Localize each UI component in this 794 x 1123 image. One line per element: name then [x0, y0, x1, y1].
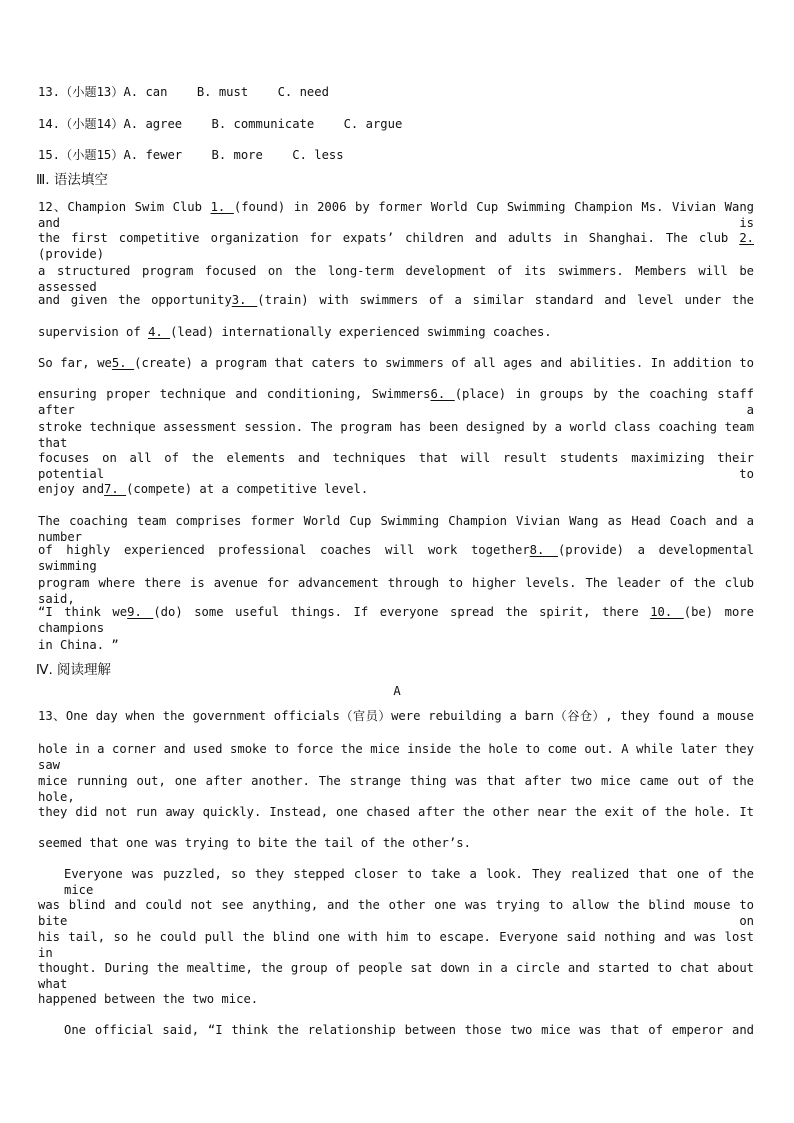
reading-line: seemed that one was trying to bite the tail of the other’s. — [38, 836, 471, 850]
blank-7: 7. — [104, 482, 127, 496]
reading-line: hole in a corner and used smoke to force the mice inside the hole to come out. A while later they saw — [38, 742, 754, 772]
blank-6: 6. — [430, 387, 455, 401]
grammar-line: a structured program focused on the long-term development of its swimmers. Members will be assessed — [38, 264, 754, 294]
option-a: A. can — [123, 85, 168, 99]
blank-1: 1. — [210, 200, 234, 214]
option-a: A. agree — [123, 117, 183, 131]
option-b: B. more — [211, 148, 263, 162]
reading-line: 13、One day when the government officials（官员）were rebuilding a barn（谷仓）, they found a mouse — [38, 709, 754, 723]
option-b: B. must — [196, 85, 249, 99]
reading-line: happened between the two mice. — [38, 992, 259, 1006]
grammar-line: in China. ” — [38, 638, 119, 652]
grammar-line: program where there is avenue for advancement through to higher levels. The leader of the club said, — [38, 576, 754, 606]
mc-question-13: 13.（小题13）A. can B. must C. need — [38, 85, 329, 99]
reading-line: thought. During the mealtime, the group of people sat down in a circle and started to chat about what — [38, 961, 754, 991]
blank-8: 8. — [529, 543, 558, 557]
grammar-line: The coaching team comprises former World Cup Swimming Champion Vivian Wang as Head Coach and a number — [38, 514, 754, 544]
reading-line: they did not run away quickly. Instead, one chased after the other near the exit of the hole. It — [38, 805, 754, 819]
option-a: A. fewer — [123, 148, 183, 162]
grammar-line: enjoy and7. (compete) at a competitive level. — [38, 482, 369, 496]
mc-question-15: 15.（小题15）A. fewer B. more C. less — [38, 148, 344, 162]
reading-line: mice running out, one after another. The strange thing was that after two mice came out of the hole, — [38, 774, 754, 804]
grammar-line: ensuring proper technique and conditioning, Swimmers6. (place) in groups by the coaching staff after a — [38, 387, 754, 417]
blank-4: 4. — [148, 325, 171, 339]
grammar-line: supervision of 4. (lead) internationally experienced swimming coaches. — [38, 325, 552, 339]
reading-line: was blind and could not see anything, and the other one was trying to allow the blind mouse to bite on — [38, 898, 754, 928]
grammar-line: the first competitive organization for expats’ children and adults in Shanghai. The club 2. (provide) — [38, 231, 754, 261]
reading-line: One official said, “I think the relationship between those two mice was that of emperor and — [64, 1023, 754, 1037]
reading-line: his tail, so he could pull the blind one with him to escape. Everyone said nothing and was lost in — [38, 930, 754, 960]
option-b: B. communicate — [211, 117, 315, 131]
option-c: C. less — [292, 148, 344, 162]
blank-5: 5. — [111, 356, 135, 370]
section-title-grammar: Ⅲ. 语法填空 — [36, 172, 108, 188]
grammar-line: stroke technique assessment session. The program has been designed by a world class coaching team that — [38, 420, 754, 450]
grammar-line: and given the opportunity3. (train) with swimmers of a similar standard and level under the — [38, 293, 755, 307]
blank-3: 3. — [231, 293, 258, 307]
grammar-line: So far, we5. (create) a program that caters to swimmers of all ages and abilities. In addition to — [38, 356, 754, 370]
option-c: C. argue — [343, 117, 403, 131]
grammar-line: 12、Champion Swim Club 1. (found) in 2006 by former World Cup Swimming Champion Ms. Vivian Wang and is — [38, 200, 754, 230]
blank-2: 2. — [739, 231, 754, 245]
option-c: C. need — [277, 85, 329, 99]
reading-line: Everyone was puzzled, so they stepped closer to take a look. They realized that one of the mice — [64, 867, 754, 897]
section-title-reading: Ⅳ. 阅读理解 — [36, 662, 112, 678]
passage-label: A — [393, 684, 401, 698]
grammar-line: “I think we9. (do) some useful things. If everyone spread the spirit, there 10. (be) more champions — [38, 605, 754, 635]
grammar-line: focuses on all of the elements and techniques that will result students maximizing their potential to — [38, 451, 754, 481]
blank-9: 9. — [127, 605, 154, 619]
blank-10: 10. — [650, 605, 684, 619]
grammar-line: of highly experienced professional coaches will work together8. (provide) a developmental swimming — [38, 543, 754, 573]
mc-question-14: 14.（小题14）A. agree B. communicate C. argue — [38, 117, 403, 131]
